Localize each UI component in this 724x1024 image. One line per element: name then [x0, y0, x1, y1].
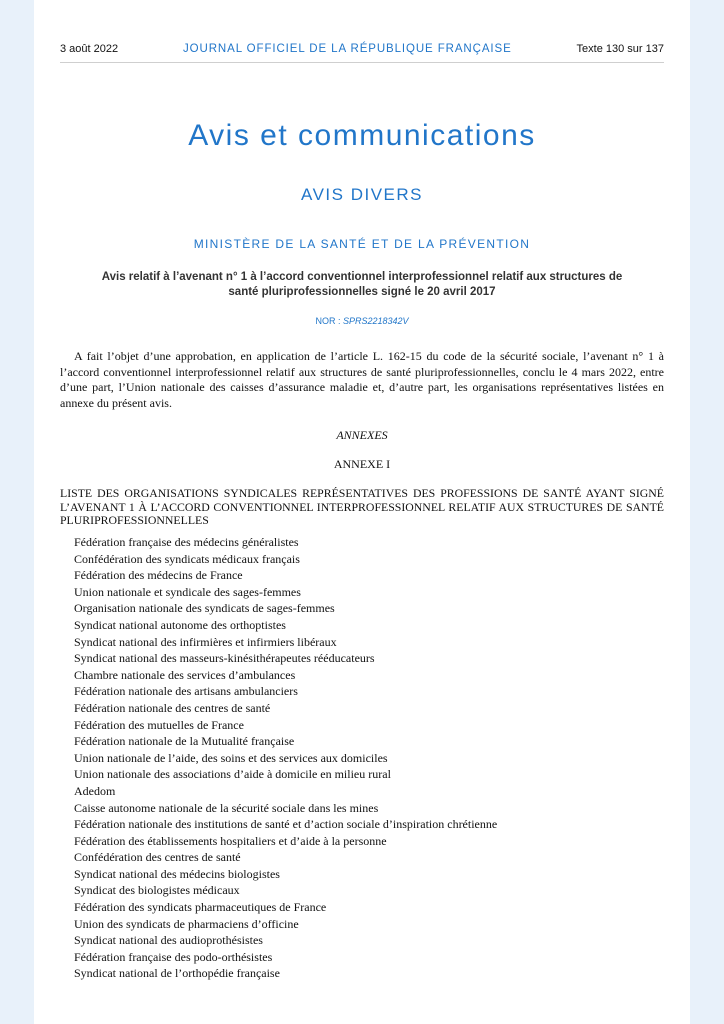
organization-item: Syndicat national de l’orthopédie française [74, 966, 280, 981]
organization-item: Fédération des établissements hospitaliers et d’aide à la personne [74, 833, 387, 848]
ministry-heading: MINISTÈRE DE LA SANTÉ ET DE LA PRÉVENTION [193, 237, 531, 251]
organization-item: Fédération nationale des centres de santé [74, 700, 271, 715]
organization-item: Chambre nationale des services d’ambulances [74, 667, 296, 682]
organization-item: Fédération des mutuelles de France [74, 717, 244, 732]
header-text-number: Texte 130 sur 137 [576, 43, 664, 55]
body-paragraph: A fait l’objet d’une approbation, en application de l’article L. 162-15 du code de la sécurité sociale, l’avenant n° 1 à l’accord conventionnel interprofessionnel relatif aux structures de santé pluriprofessionnelles, conclu le 4 mars 2022, entre d’une part, l’Union nationale des caisses d’assurance maladie et, d’autre part, les organisations représentatives listées en annexe du présent avis. [60, 349, 664, 410]
organization-item: Syndicat national des audioprothésistes [74, 933, 263, 948]
organization-item: Caisse autonome nationale de la sécurité sociale dans les mines [74, 800, 379, 815]
organization-item: Union nationale des associations d’aide à domicile en milieu rural [74, 767, 391, 782]
nor-label: NOR : [315, 316, 341, 326]
section-title: AVIS DIVERS [301, 185, 423, 204]
organization-item: Confédération des centres de santé [74, 850, 241, 865]
header-divider [60, 62, 664, 63]
organization-item: Union des syndicats de pharmaciens d’officine [74, 916, 299, 931]
organization-item: Syndicat national des médecins biologistes [74, 866, 280, 881]
organization-list [74, 534, 664, 982]
organization-item: Fédération nationale des institutions de santé et d’action sociale d’inspiration chrétienne [74, 817, 498, 832]
organization-item: Syndicat national des infirmières et infirmiers libéraux [74, 634, 337, 649]
nor-reference [0, 316, 724, 326]
organization-item: Adedom [74, 783, 116, 798]
header-journal-title: JOURNAL OFFICIEL DE LA RÉPUBLIQUE FRANÇAISE [183, 43, 512, 55]
header-date: 3 août 2022 [60, 43, 119, 55]
right-margin-band [690, 0, 724, 1024]
left-margin-band [0, 0, 34, 1024]
organization-item: Fédération française des podo-orthésistes [74, 949, 273, 964]
annexes-heading: ANNEXES [336, 428, 388, 442]
list-title: LISTE DES ORGANISATIONS SYNDICALES REPRÉSENTATIVES DES PROFESSIONS DE SANTÉ AYANT SIGNÉ L’AVENANT 1 À L’ACCORD CONVENTIONNEL INTERPROFESSIONNEL RELATIF AUX STRUCTURES DE SANTÉ PLURIPROFESSIONNELLES [60, 486, 664, 527]
page-header [60, 43, 664, 55]
organization-item: Fédération nationale de la Mutualité française [74, 734, 295, 749]
page-title: Avis et communications [188, 119, 536, 152]
organization-item: Fédération nationale des artisans ambulanciers [74, 684, 298, 699]
annexe-heading: ANNEXE I [333, 457, 391, 471]
organization-item: Fédération des médecins de France [74, 568, 243, 583]
organization-item: Union nationale et syndicale des sages-femmes [74, 584, 301, 599]
organization-item: Organisation nationale des syndicats de sages-femmes [74, 601, 335, 616]
organization-item: Union nationale de l’aide, des soins et des services aux domiciles [74, 750, 388, 765]
organization-item: Fédération des syndicats pharmaceutiques de France [74, 900, 327, 915]
organization-item: Syndicat national des masseurs-kinésithérapeutes rééducateurs [74, 651, 375, 666]
organization-item: Confédération des syndicats médicaux français [74, 551, 300, 566]
organization-item: Fédération française des médecins généralistes [74, 535, 299, 549]
organization-item: Syndicat national autonome des orthoptistes [74, 617, 286, 632]
nor-code: SPRS2218342V [342, 316, 409, 326]
organization-item: Syndicat des biologistes médicaux [74, 883, 240, 898]
notice-title: Avis relatif à l’avenant n° 1 à l’accord conventionnel interprofessionnel relatif aux structures de santé pluriprofessionnelles signé le 20 avril 2017 [101, 271, 623, 298]
